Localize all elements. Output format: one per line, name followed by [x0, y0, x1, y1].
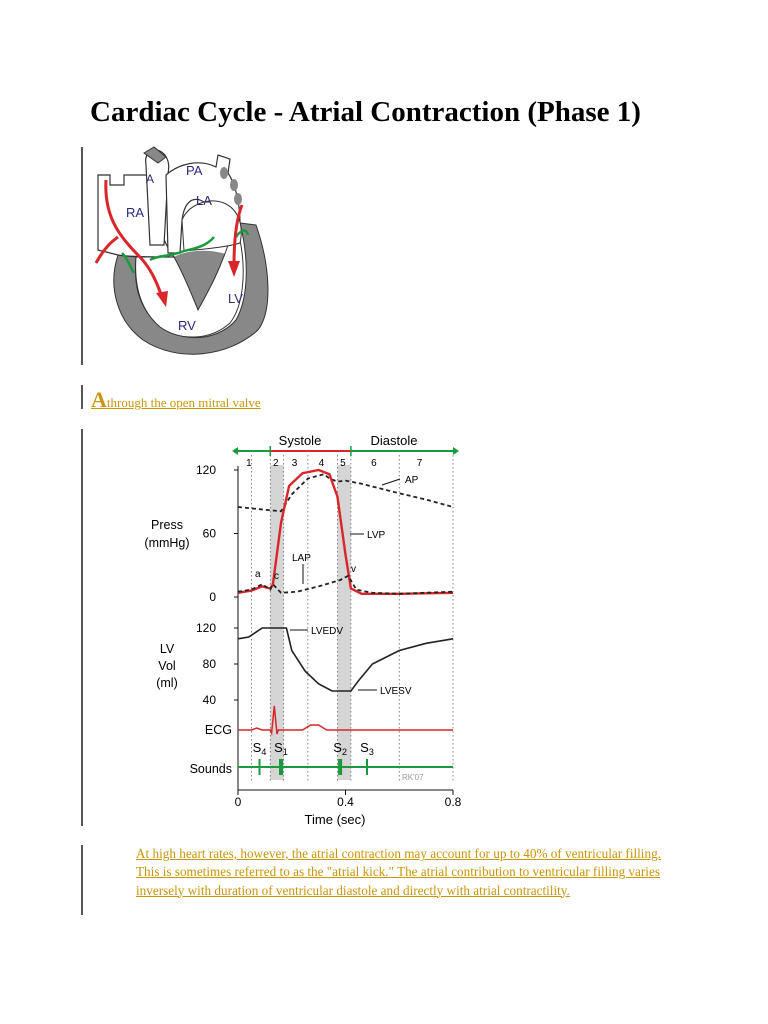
label-la: LA [196, 193, 212, 208]
sound-marker-s2 [338, 759, 342, 775]
sound-marker-s3 [366, 759, 368, 775]
cardiac-cycle-chart [130, 425, 470, 835]
pulmonary-vein [220, 167, 228, 179]
x-axis-label: Time (sec) [304, 812, 366, 827]
pulmonary-vein [230, 179, 238, 191]
section-divider [81, 385, 83, 409]
credit: RK'07 [402, 773, 424, 782]
phase-number: 5 [340, 458, 346, 469]
phase-number: 6 [371, 458, 377, 469]
left-atrium [182, 201, 241, 251]
label-rv: RV [178, 318, 196, 333]
label-lv: LV [228, 291, 243, 306]
body-paragraph[interactable]: At high heart rates, however, the atrial contraction may account for up to 40% of ventricular filling. This is sometimes referred to as the "atrial kick." The atrial contribution to ventricular filling varies inversely with duration of ventricular diastole and directly with atrial contractility. [136, 846, 661, 898]
press-y-tick-label: 60 [202, 526, 216, 541]
vol-y-tick-label: 120 [195, 621, 216, 635]
caption-text: through the open mitral valve [106, 395, 261, 410]
phase-number: 3 [291, 458, 298, 469]
vol-ylabel-2: Vol [158, 659, 176, 673]
label-pa: PA [186, 163, 203, 178]
page-title: Cardiac Cycle - Atrial Contraction (Phase 1) [90, 96, 641, 128]
vol-y-tick-label: 80 [202, 657, 216, 671]
annotation-c: c [274, 571, 279, 582]
phase-number: 2 [272, 458, 279, 469]
x-tick-label: 0.8 [444, 795, 462, 809]
phase-number: 7 [416, 458, 423, 469]
x-tick-label: 0 [234, 795, 242, 809]
aorta [146, 150, 169, 245]
vol-ylabel-unit: (ml) [156, 676, 178, 690]
sound-marker-s1 [279, 759, 283, 775]
sound-marker-s4 [259, 759, 261, 775]
phase-number: 1 [246, 458, 252, 469]
x-tick-label: 0.4 [337, 795, 354, 809]
pulmonary-vein [234, 193, 242, 205]
sound-label: $S_1$ [274, 740, 288, 757]
press-y-tick-label: 120 [195, 463, 216, 477]
sound-label: $S_4$ [252, 740, 267, 757]
annotation-leader [382, 479, 400, 485]
diastole-label: Diastole [370, 433, 418, 448]
sound-label: $S_2$ [333, 740, 347, 757]
section-divider [81, 845, 83, 915]
phase-bar-arrow [232, 447, 238, 455]
annotation-lvp: LVP [367, 530, 386, 541]
heart-diagram [88, 145, 278, 370]
annotation-ap: AP [405, 475, 419, 486]
sound-label: $S_3$ [360, 740, 374, 757]
section-divider [81, 429, 83, 826]
annotation-v: v [351, 564, 356, 575]
press-ylabel: Press [151, 518, 183, 532]
label-a: A [146, 172, 155, 186]
vol-y-tick-label: 40 [202, 693, 216, 707]
ecg-label: ECG [204, 723, 232, 737]
phase-number: 4 [318, 458, 325, 469]
sounds-label: Sounds [189, 762, 232, 776]
press-ylabel-unit: (mmHg) [144, 536, 190, 550]
annotation-lap: LAP [292, 553, 311, 564]
label-ra: RA [126, 205, 145, 220]
systole-label: Systole [278, 433, 322, 448]
phase-bar-arrow [453, 447, 459, 455]
vol-ylabel: LV [159, 642, 175, 656]
annotation-a: a [255, 569, 261, 580]
annotation-lvesv: LVESV [380, 686, 412, 697]
caption-link[interactable] [91, 387, 261, 413]
section-divider [81, 147, 83, 365]
dropcap: A [91, 387, 107, 412]
press-y-tick-label: 0 [209, 590, 216, 604]
annotation-lvedv: LVEDV [311, 626, 344, 637]
